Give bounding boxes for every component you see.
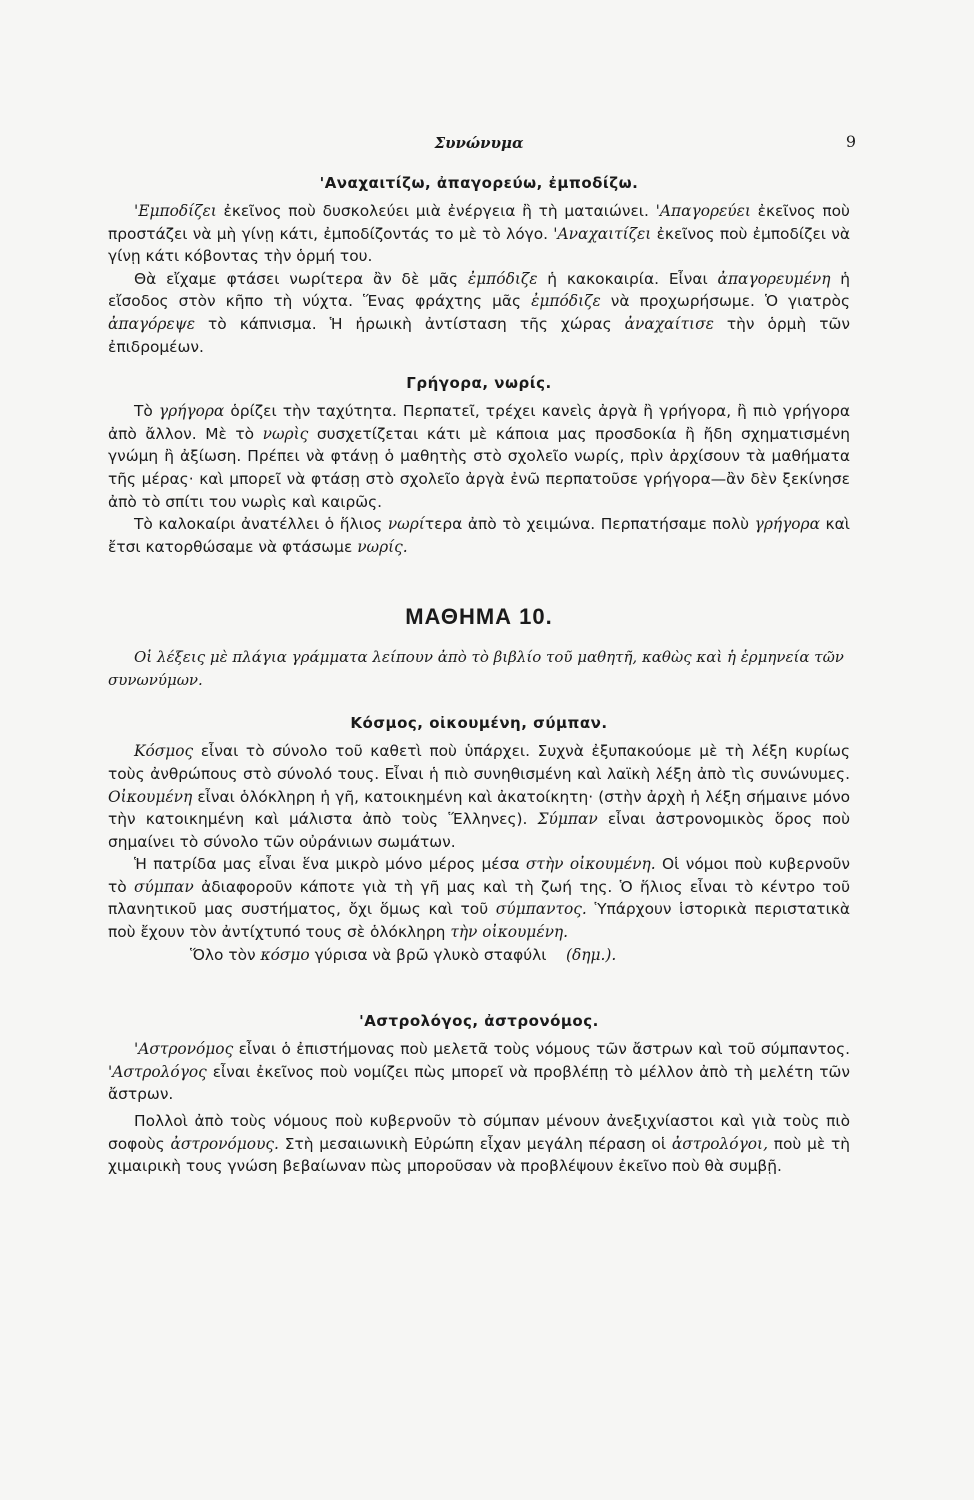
running-title: Συνώνυμα [434,134,524,152]
section-heading-kosmos: Κόσμος, οἰκουμένη, σύμπαν. [350,714,608,733]
term: 'Εμποδίζει [134,202,217,220]
running-head [108,128,856,164]
example-paragraph: Πολλοὶ ἀπὸ τοὺς νόμους ποὺ κυβερνοῦν τὸ σύμπαν μένουν ἀνεξιχνίαστοι καὶ γιὰ τοὺς πιὸ σοφοὺς ἀστρονόμους. Στὴ μεσαιωνικὴ Εὐρώπη εἶχαν μεγάλη πέραση οἱ ἀστρολόγοι, ποὺ μὲ τὴ χιμαιρικὴ τους γνώση βεβαίωναν πὼς μποροῦσαν νὰ προβλέψουν ἐκεῖνο ποὺ θὰ συμβῇ. [108,1112,850,1176]
book-page [108,128,856,1178]
term: 'Απαγορεύει [655,202,751,220]
example-paragraph: Τὸ καλοκαίρι ἀνατέλλει ὁ ἥλιος νωρίτερα ἀπὸ τὸ χειμώνα. Περπατήσαμε πολὺ γρήγορα καὶ ἔτσι κατορθώσαμε νὰ φτάσωμε νωρίς. [108,515,850,556]
example-paragraph: Ἡ πατρίδα μας εἶναι ἕνα μικρὸ μόνο μέρος μέσα στὴν οἰκουμένη. Οἱ νόμοι ποὺ κυβερνοῦν τὸ σύμπαν ἀδιαφοροῦν κάποτε γιὰ τὴ γῆ μας καὶ τὴ ζωή της. Ὁ ἥλιος εἶναι τὸ κέντρο τοῦ πλανητικοῦ μας συστήματος, ὄχι ὅμως καὶ τοῦ σύμπαντος. Ὑπάρχουν ἱστορικὰ περιστατικὰ ποὺ ἔχουν τὸν ἀντίχτυπό τους σὲ ὁλόκληρη τὴν οἰκουμένη. [108,855,850,942]
term: 'Αναχαιτίζει [553,224,652,243]
example-sentence: Ὅλο τὸν κόσμο γύρισα νὰ βρῶ γλυκὸ σταφύλι (δημ.). [190,945,617,964]
lesson-title: ΜΑΘΗΜΑ 10. [405,604,553,630]
section-heading-astrologos: 'Αστρολόγος, ἀστρονόμος. [359,1012,599,1031]
page-number: 9 [845,132,856,151]
definition-paragraph: 'Εμποδίζει ἐκεῖνος ποὺ δυσκολεύει μιὰ ἐνέργεια ἢ τὴ ματαιώνει. 'Απαγορεύει ἐκεῖνος ποὺ προστάζει νὰ μὴ γίνῃ κάτι, ἐμποδίζοντάς το μὲ τὸ λόγο. 'Αναχαιτίζει ἐκεῖνος ποὺ ἐμποδίζει νὰ γίνῃ κάτι κόβοντας τὴν ὁρμή του. [108,202,850,266]
definition-paragraph: Τὸ γρήγορα ὁρίζει τὴν ταχύτητα. Περπατεῖ, τρέχει κανεὶς ἀργὰ ἢ γρήγορα, ἢ πιὸ γρήγορα ἀπὸ ἄλλον. Μὲ τὸ νωρὶς συσχετίζεται κάτι μὲ κάποια μας προσδοκία ἢ ἤδη σχηματισμένη γνώμη ἢ ἀξίωση. Πρέπει νὰ φτάνῃ ὁ μαθητὴς στὸ σχολεῖο νωρίς, πρὶν ἀρχίσουν τὰ μαθήματα τῆς μέρας· καὶ μπορεῖ νὰ φτάσῃ στὸ σχολεῖο ἀργὰ ἐνῶ περπατοῦσε γρήγορα—ἂν δὲν ξεκίνησε ἀπὸ τὸ σπίτι του νωρὶς καὶ καιρῶς. [108,402,850,511]
definition-paragraph: Κόσμος εἶναι τὸ σύνολο τοῦ καθετὶ ποὺ ὑπάρχει. Συχνὰ ἐξυπακούομε μὲ τὴ λέξη κυρίως τοὺς ἀνθρώπους στὸ σύνολό τους. Εἶναι ἡ πιὸ συνηθισμένη καὶ λαϊκὴ λέξη ἀπὸ τὶς συνώνυμες. Οἰκουμένη εἶναι ὁλόκληρη ἡ γῆ, κατοικημένη καὶ ἀκατοίκητη· (στὴν ἀρχὴ ἡ λέξη σήμαινε μόνο τὴν κατοικημένη καὶ μάλιστα ἀπὸ τοὺς Ἕλληνες). Σύμπαν εἶναι ἀστρονομικὸς ὅρος ποὺ σημαίνει τὸ σύνολο τῶν οὐράνιων σωμάτων. [108,742,850,851]
section-heading-grigora: Γρήγορα, νωρίς. [406,374,552,393]
example-paragraph: Θὰ εἴχαμε φτάσει νωρίτερα ἂν δὲ μᾶς ἐμπόδιζε ἡ κακοκαιρία. Εἶναι ἀπαγορευμένη ἡ εἴσοδος στὸν κῆπο τὴ νύχτα. Ἕνας φράχτης μᾶς ἐμπόδιζε νὰ προχωρήσωμε. Ὁ γιατρὸς ἀπαγόρεψε τὸ κάπνισμα. Ἡ ἡρωικὴ ἀντίσταση τῆς χώρας ἀναχαίτισε τὴν ὁρμὴ τῶν ἐπιδρομέων. [108,269,851,356]
lesson-note: Οἱ λέξεις μὲ πλάγια γράμματα λείπουν ἀπὸ τὸ βιβλίο τοῦ μαθητῆ, καθὼς καὶ ἡ ἑρμηνεία τῶν συνωνύμων. [108,648,844,690]
section-heading-anachaitizo: 'Αναχαιτίζω, ἀπαγορεύω, ἐμποδίζω. [319,174,639,192]
definition-paragraph: 'Αστρονόμος εἶναι ὁ ἐπιστήμονας ποὺ μελετᾶ τοὺς νόμους τῶν ἄστρων καὶ τοῦ σύμπαντος. 'Αστρολόγος εἶναι ἐκεῖνος ποὺ νομίζει πὼς μπορεῖ νὰ προβλέπῃ τὸ μέλλον ἀπὸ τὴ μελέτη τῶν ἄστρων. [108,1040,850,1104]
